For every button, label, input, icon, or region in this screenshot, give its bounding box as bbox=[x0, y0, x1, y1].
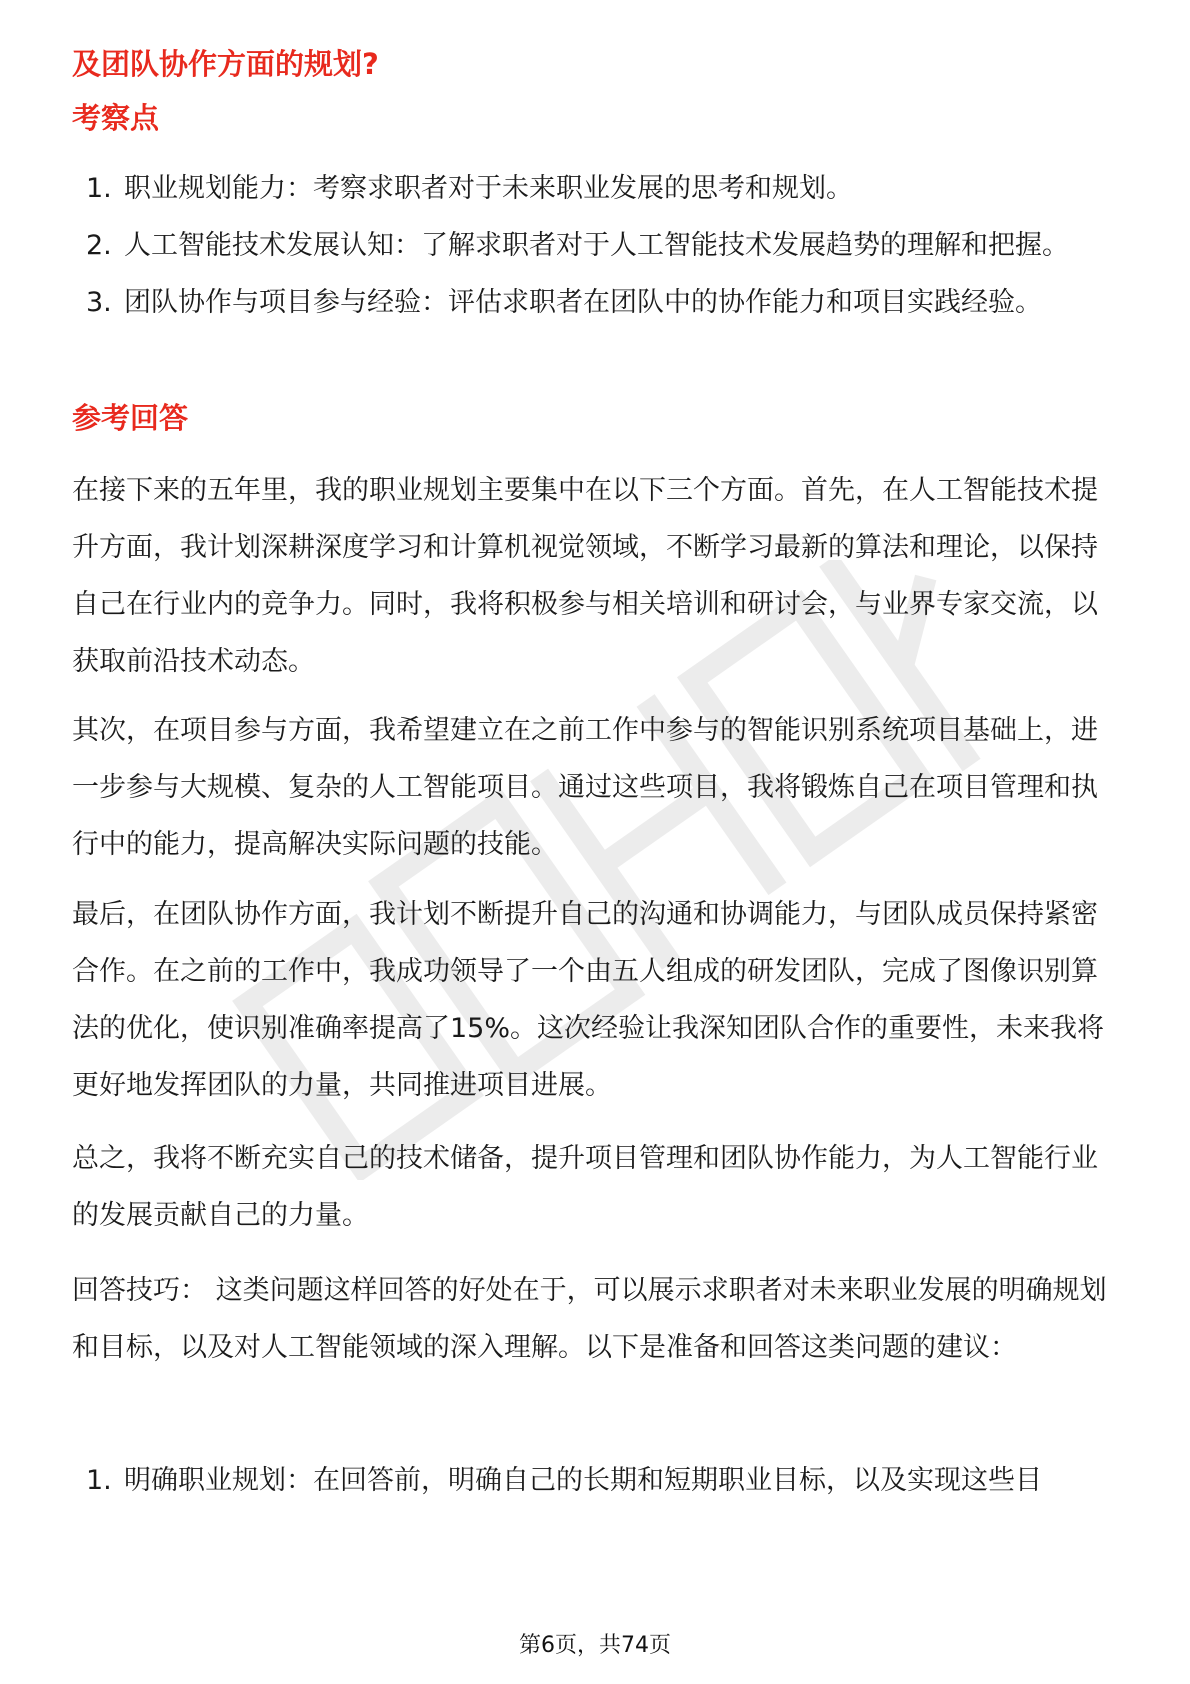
list-item-number: 1. bbox=[86, 173, 112, 204]
answer-paragraph-4: 总之，我将不断充实自己的技术储备，提升项目管理和团队协作能力，为人工智能行业的发展贡献自己的力量。 bbox=[72, 1143, 1098, 1231]
page-number-footer: 第6页，共74页 bbox=[519, 1633, 671, 1658]
section-title-examination-points: 考察点 bbox=[72, 101, 160, 135]
list-item-number: 2. bbox=[86, 230, 112, 261]
list-item-text: 职业规划能力：考察求职者对于未来职业发展的思考和规划。 bbox=[124, 173, 853, 204]
answer-paragraph-2: 其次，在项目参与方面，我希望建立在之前工作中参与的智能识别系统项目基础上，进一步参与大规模、复杂的人工智能项目。通过这些项目，我将锻炼自己在项目管理和执行中的能力，提高解决实际问题的技能。 bbox=[72, 715, 1098, 860]
list-item-text: 团队协作与项目参与经验：评估求职者在团队中的协作能力和项目实践经验。 bbox=[124, 287, 1042, 318]
examination-points-list bbox=[72, 160, 1122, 331]
tips-list bbox=[72, 1452, 1122, 1509]
list-item-text: 人工智能技术发展认知：了解求职者对于人工智能技术发展趋势的理解和把握。 bbox=[124, 230, 1069, 261]
list-item-number: 1. bbox=[86, 1465, 112, 1496]
list-item bbox=[72, 160, 1122, 217]
list-item-text: 明确职业规划：在回答前，明确自己的长期和短期职业目标，以及实现这些目 bbox=[124, 1465, 1042, 1496]
list-item bbox=[72, 217, 1122, 274]
answer-paragraph-3: 最后，在团队协作方面，我计划不断提升自己的沟通和协调能力，与团队成员保持紧密合作。在之前的工作中，我成功领导了一个由五人组成的研发团队，完成了图像识别算法的优化，使识别准确率提高了15%。这次经验让我深知团队合作的重要性，未来我将更好地发挥团队的力量，共同推进项目进展。 bbox=[72, 899, 1105, 1101]
list-item-number: 3. bbox=[86, 287, 112, 318]
answer-paragraph-1: 在接下来的五年里，我的职业规划主要集中在以下三个方面。首先，在人工智能技术提升方面，我计划深耕深度学习和计算机视觉领域，不断学习最新的算法和理论，以保持自己在行业内的竞争力。同时，我将积极参与相关培训和研讨会，与业界专家交流，以获取前沿技术动态。 bbox=[72, 475, 1098, 677]
answer-tips-paragraph: 回答技巧： 这类问题这样回答的好处在于，可以展示求职者对未来职业发展的明确规划和目标，以及对人工智能领域的深入理解。以下是准备和回答这类问题的建议： bbox=[72, 1275, 1107, 1363]
list-item bbox=[72, 1452, 1122, 1509]
section-title-reference-answer: 参考回答 bbox=[72, 401, 189, 435]
list-item bbox=[72, 274, 1122, 331]
question-heading: 及团队协作方面的规划? bbox=[72, 47, 379, 81]
